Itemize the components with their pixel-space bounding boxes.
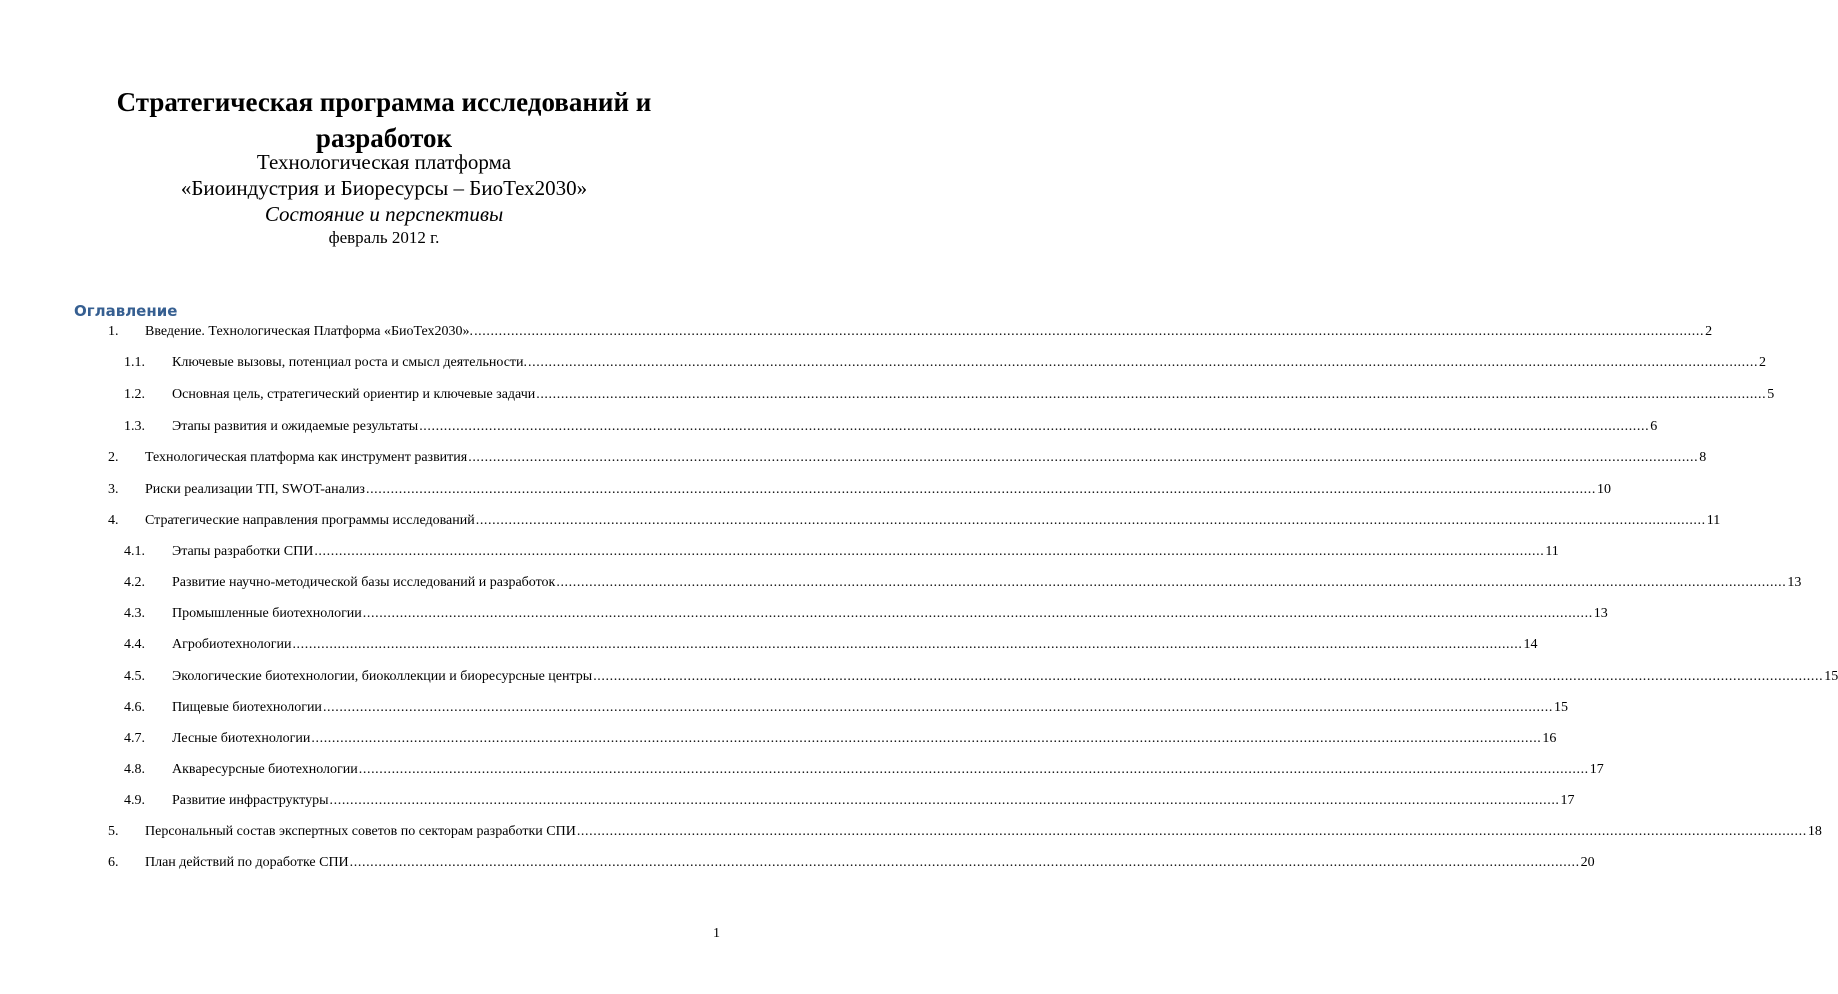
- toc-leader-dots: ............................................................................................................................................................................................................................................................................................................: [474, 324, 1705, 339]
- toc-entry-title: Риски реализации ТП, SWOT-анализ: [145, 482, 365, 497]
- toc-entry-number: 1.3.: [124, 419, 145, 434]
- toc-entry[interactable]: [124, 605, 1608, 623]
- toc-entry[interactable]: [108, 449, 1707, 467]
- toc-entry-title: Этапы разработки СПИ: [172, 544, 314, 559]
- toc-entry[interactable]: [124, 354, 1767, 372]
- toc-leader-dots: ............................................................................................................................................................................................................................................................................................................: [329, 793, 1560, 808]
- toc-entry-page: 20: [1580, 855, 1595, 870]
- toc-entry-title: Промышленные биотехнологии: [172, 606, 362, 621]
- toc-entry-page: 6: [1650, 419, 1658, 434]
- toc-leader-dots: ............................................................................................................................................................................................................................................................................................................: [358, 762, 1589, 777]
- toc-entry[interactable]: [124, 668, 1838, 686]
- toc-leader-dots: ............................................................................................................................................................................................................................................................................................................: [314, 544, 1545, 559]
- toc-entry[interactable]: [124, 386, 1775, 404]
- toc-entry[interactable]: [124, 418, 1658, 436]
- toc-entry-number: 1.2.: [124, 387, 145, 402]
- toc-entry[interactable]: [124, 730, 1557, 748]
- toc-leader-dots: ............................................................................................................................................................................................................................................................................................................: [365, 482, 1596, 497]
- toc-leader-dots: ............................................................................................................................................................................................................................................................................................................: [322, 700, 1553, 715]
- page-number: 1: [713, 926, 720, 941]
- toc-entry-page: 15: [1824, 669, 1838, 684]
- toc-entry-number: 4.: [108, 513, 119, 528]
- toc-entry-title: План действий по доработке СПИ: [145, 855, 349, 870]
- toc-leader-dots: ............................................................................................................................................................................................................................................................................................................: [468, 450, 1699, 465]
- toc-entry[interactable]: [108, 854, 1595, 872]
- toc-entry-number: 4.8.: [124, 762, 145, 777]
- toc-entry-number: 4.3.: [124, 606, 145, 621]
- toc-entry-page: 10: [1596, 482, 1611, 497]
- toc-entry[interactable]: [124, 574, 1802, 592]
- toc-entry-page: 11: [1545, 544, 1559, 559]
- toc-leader-dots: ............................................................................................................................................................................................................................................................................................................: [536, 387, 1767, 402]
- toc-entry-number: 4.4.: [124, 637, 145, 652]
- toc-leader-dots: ............................................................................................................................................................................................................................................................................................................: [311, 731, 1542, 746]
- document-date: февраль 2012 г.: [328, 228, 440, 247]
- toc-entry-number: 4.6.: [124, 700, 145, 715]
- toc-entry-page: 16: [1542, 731, 1557, 746]
- document-title: [0, 84, 768, 156]
- toc-entry-number: 4.5.: [124, 669, 145, 684]
- toc-entry-title: Персональный состав экспертных советов по секторам разработки СПИ: [145, 824, 576, 839]
- toc-entry-title: Развитие инфраструктуры: [172, 793, 329, 808]
- toc-leader-dots: ............................................................................................................................................................................................................................................................................................................: [576, 824, 1807, 839]
- toc-entry-page: 17: [1560, 793, 1575, 808]
- toc-entry-title: Пищевые биотехнологии: [172, 700, 322, 715]
- toc-entry-page: 17: [1589, 762, 1604, 777]
- toc-entry-title: Введение. Технологическая Платформа «БиоТех2030».: [145, 324, 474, 339]
- toc-leader-dots: ............................................................................................................................................................................................................................................................................................................: [528, 355, 1759, 370]
- toc-entry[interactable]: [124, 761, 1604, 779]
- toc-entry-title: Основная цель, стратегический ориентир и ключевые задачи: [172, 387, 536, 402]
- toc-entry-page: 11: [1706, 513, 1721, 528]
- toc-entry-number: 3.: [108, 482, 119, 497]
- toc-entry-number: 4.9.: [124, 793, 145, 808]
- toc-entry-page: 18: [1807, 824, 1822, 839]
- toc-entry-number: 1.: [108, 324, 119, 339]
- toc-entry-page: 14: [1523, 637, 1538, 652]
- toc-entry-page: 15: [1553, 700, 1568, 715]
- toc-entry[interactable]: [108, 481, 1611, 499]
- toc-leader-dots: ............................................................................................................................................................................................................................................................................................................: [349, 855, 1580, 870]
- subtitle-platform: Технологическая платформа: [256, 150, 512, 174]
- toc-entry[interactable]: [108, 512, 1721, 530]
- toc-entry-title: Этапы развития и ожидаемые результаты: [172, 419, 419, 434]
- toc-entry-page: 2: [1705, 324, 1713, 339]
- toc-leader-dots: ............................................................................................................................................................................................................................................................................................................: [593, 669, 1824, 684]
- toc-leader-dots: ............................................................................................................................................................................................................................................................................................................: [475, 513, 1706, 528]
- toc-entry-page: 13: [1593, 606, 1608, 621]
- toc-entry-title: Экологические биотехнологии, биоколлекции и биоресурсные центры: [172, 669, 593, 684]
- toc-leader-dots: ............................................................................................................................................................................................................................................................................................................: [362, 606, 1593, 621]
- toc-entry-title: Развитие научно-методической базы исследований и разработок: [172, 575, 556, 590]
- toc-entry[interactable]: [124, 699, 1568, 717]
- toc-entry-page: 2: [1759, 355, 1767, 370]
- subtitle-status: Состояние и перспективы: [264, 202, 504, 226]
- toc-entry-title: Аквaресурсные биотехнологии: [172, 762, 358, 777]
- toc-entry-number: 4.7.: [124, 731, 145, 746]
- toc-entry[interactable]: [124, 792, 1575, 810]
- toc-entry[interactable]: [124, 636, 1538, 654]
- toc-entry-number: 2.: [108, 450, 119, 465]
- toc-leader-dots: ............................................................................................................................................................................................................................................................................................................: [419, 419, 1650, 434]
- toc-entry-title: Лесные биотехнологии: [172, 731, 311, 746]
- toc-entry-number: 4.2.: [124, 575, 145, 590]
- toc-entry-page: 13: [1787, 575, 1802, 590]
- toc-entry-number: 1.1.: [124, 355, 145, 370]
- subtitle-platform-name: «Биоиндустрия и Биоресурсы – БиоТех2030»: [180, 176, 588, 200]
- toc-entry[interactable]: [124, 543, 1559, 561]
- toc-entry-title: Технологическая платформа как инструмент развития: [145, 450, 468, 465]
- toc-entry[interactable]: [108, 323, 1713, 341]
- title-line-2: разработок: [315, 123, 453, 153]
- toc-heading: Оглавление: [74, 302, 178, 320]
- toc-entry-title: Агробиотехнологии: [172, 637, 292, 652]
- toc-entry-title: Ключевые вызовы, потенциал роста и смысл деятельности.: [172, 355, 528, 370]
- toc-entry-number: 6.: [108, 855, 119, 870]
- toc-entry-page: 8: [1699, 450, 1707, 465]
- toc-entry-title: Стратегические направления программы исследований: [145, 513, 475, 528]
- toc-entry-page: 5: [1767, 387, 1775, 402]
- toc-entry-number: 5.: [108, 824, 119, 839]
- title-line-1: Стратегическая программа исследований и: [116, 87, 652, 117]
- toc-entry[interactable]: [108, 823, 1822, 841]
- toc-entry-number: 4.1.: [124, 544, 145, 559]
- toc-leader-dots: ............................................................................................................................................................................................................................................................................................................: [556, 575, 1787, 590]
- toc-leader-dots: ............................................................................................................................................................................................................................................................................................................: [292, 637, 1523, 652]
